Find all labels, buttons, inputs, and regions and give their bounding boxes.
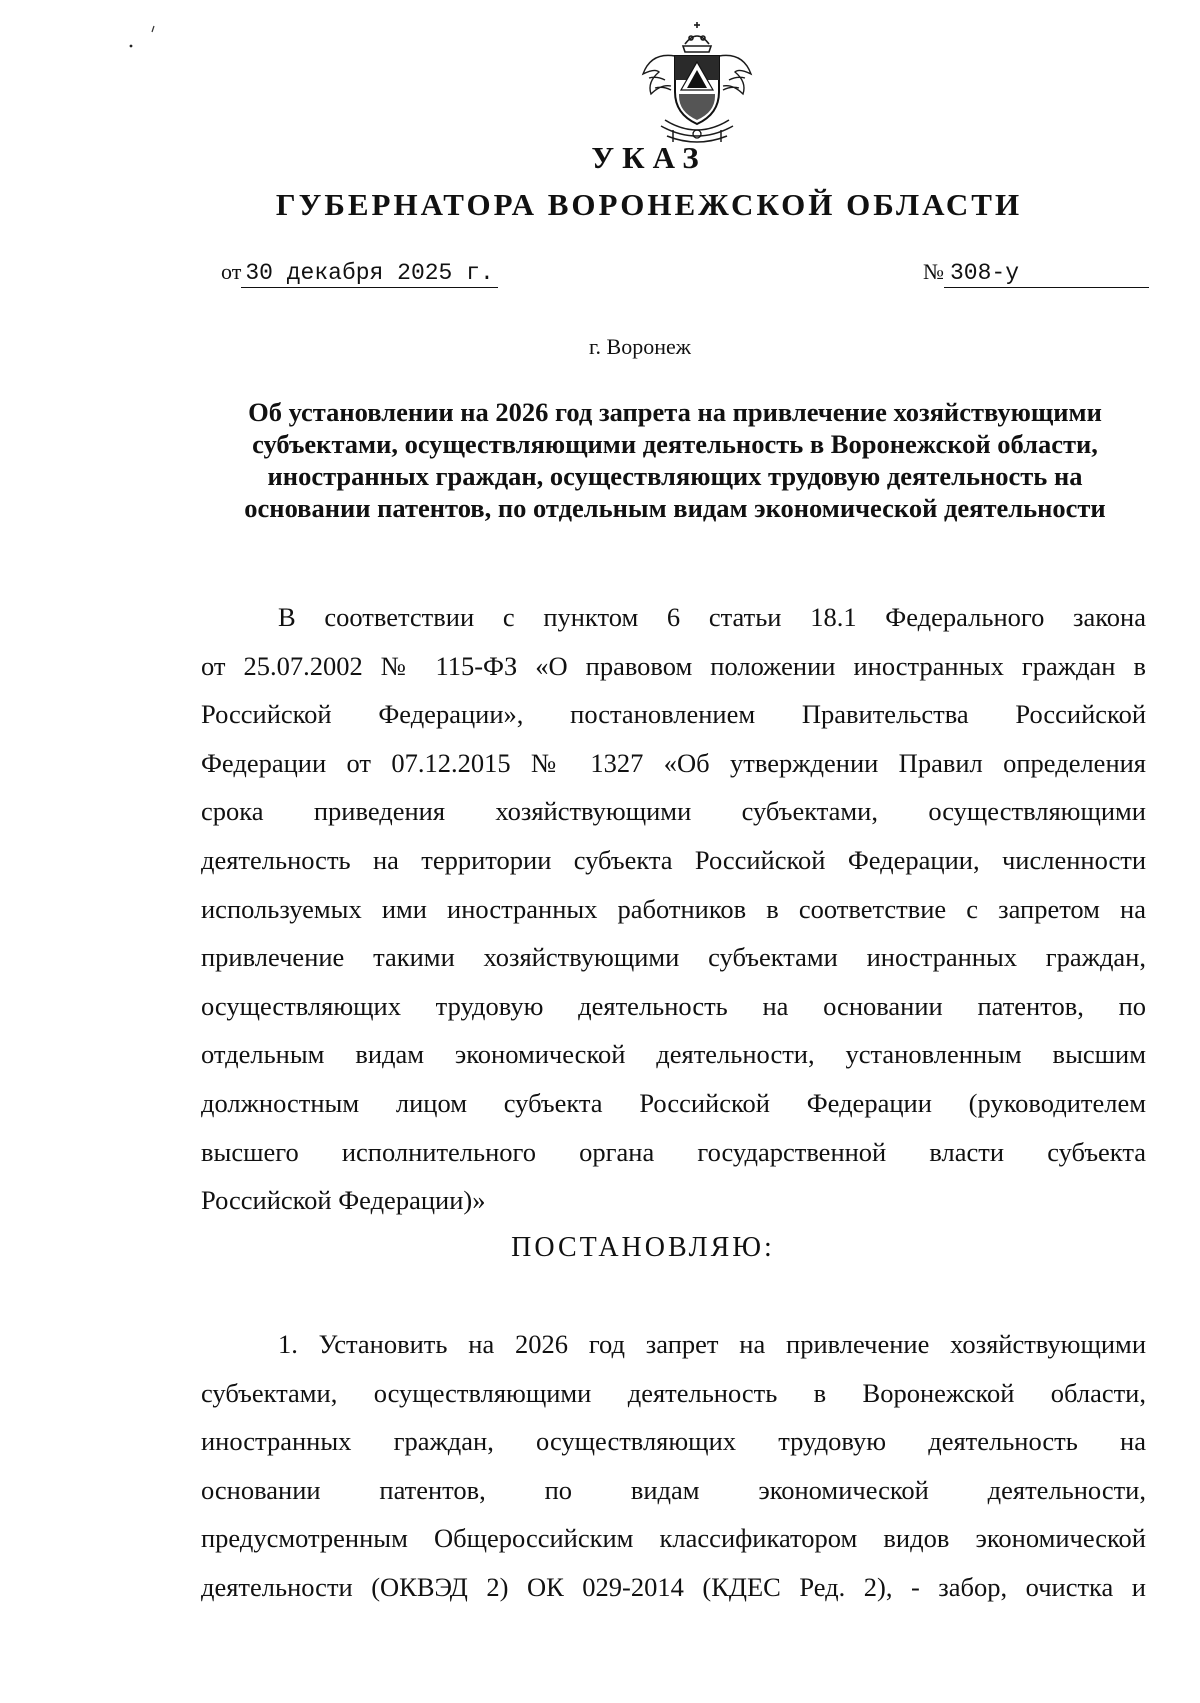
preamble-line: привлечение такими хозяйствующими субъектами иностранных граждан,	[201, 942, 1146, 973]
number-prefix: №	[923, 259, 944, 284]
document-date	[221, 259, 498, 288]
issuing-city: г. Воронеж	[589, 334, 691, 359]
preamble-line: В соответствии с пунктом 6 статьи 18.1 Федерального закона	[278, 602, 1146, 632]
preamble-paragraph	[201, 593, 1146, 1225]
number-value: 308-у	[944, 260, 1149, 288]
subject-line: основании патентов, по отдельным видам экономической деятельности	[244, 493, 1106, 523]
clause-line: основании патентов, по видам экономической деятельности,	[201, 1474, 1146, 1505]
preamble-line: деятельность на территории субъекта Российской Федерации, численности	[201, 844, 1146, 875]
date-prefix: от	[221, 259, 242, 284]
clause-line: предусмотренным Общероссийским классификатором видов экономической	[201, 1523, 1146, 1554]
document-subject	[200, 396, 1150, 524]
subject-line: субъектами, осуществляющими деятельность в Воронежской области,	[252, 429, 1098, 459]
subject-line: Об установлении на 2026 год запрета на привлечение хозяйствующими	[248, 397, 1102, 427]
preamble-line: срока приведения хозяйствующими субъектами, осуществляющими	[201, 796, 1146, 827]
preamble-line: высшего исполнительного органа государственной власти субъекта	[201, 1136, 1146, 1167]
coat-of-arms-icon	[637, 22, 757, 148]
document-type-title: УКАЗ	[591, 140, 707, 175]
clause-1-paragraph	[201, 1320, 1146, 1612]
clause-line: 1. Установить на 2026 год запрет на привлечение хозяйствующими	[278, 1329, 1146, 1359]
clause-line: деятельности (ОКВЭД 2) ОК 029-2014 (КДЕС Ред. 2), - забор, очистка и	[201, 1571, 1146, 1602]
date-value: 30 декабря 2025 г.	[241, 260, 497, 288]
preamble-line: Федерации от 07.12.2015 № 1327 «Об утверждении Правил определения	[201, 747, 1146, 778]
preamble-line: должностным лицом субъекта Российской Федерации (руководителем	[201, 1087, 1146, 1118]
preamble-line: Российской Федерации», постановлением Правительства Российской	[201, 699, 1146, 730]
subject-line: иностранных граждан, осуществляющих трудовую деятельность на	[267, 461, 1083, 491]
decree-operative-word: ПОСТАНОВЛЯЮ:	[511, 1232, 775, 1263]
preamble-line: отдельным видам экономической деятельности, установленным высшим	[201, 1039, 1146, 1070]
preamble-line: используемых ими иностранных работников в соответствие с запретом на	[201, 893, 1146, 924]
issuer-title: ГУБЕРНАТОРА ВОРОНЕЖСКОЙ ОБЛАСТИ	[275, 187, 1023, 222]
clause-line: субъектами, осуществляющими деятельность в Воронежской области,	[201, 1377, 1146, 1408]
document-number	[923, 259, 1149, 288]
scan-speck-marks	[128, 22, 168, 52]
preamble-line: осуществляющих трудовую деятельность на основании патентов, по	[201, 990, 1146, 1021]
preamble-line: Российской Федерации)»	[201, 1185, 486, 1216]
preamble-line: от 25.07.2002 № 115-ФЗ «О правовом положении иностранных граждан в	[201, 650, 1146, 681]
clause-line: иностранных граждан, осуществляющих трудовую деятельность на	[201, 1426, 1146, 1457]
